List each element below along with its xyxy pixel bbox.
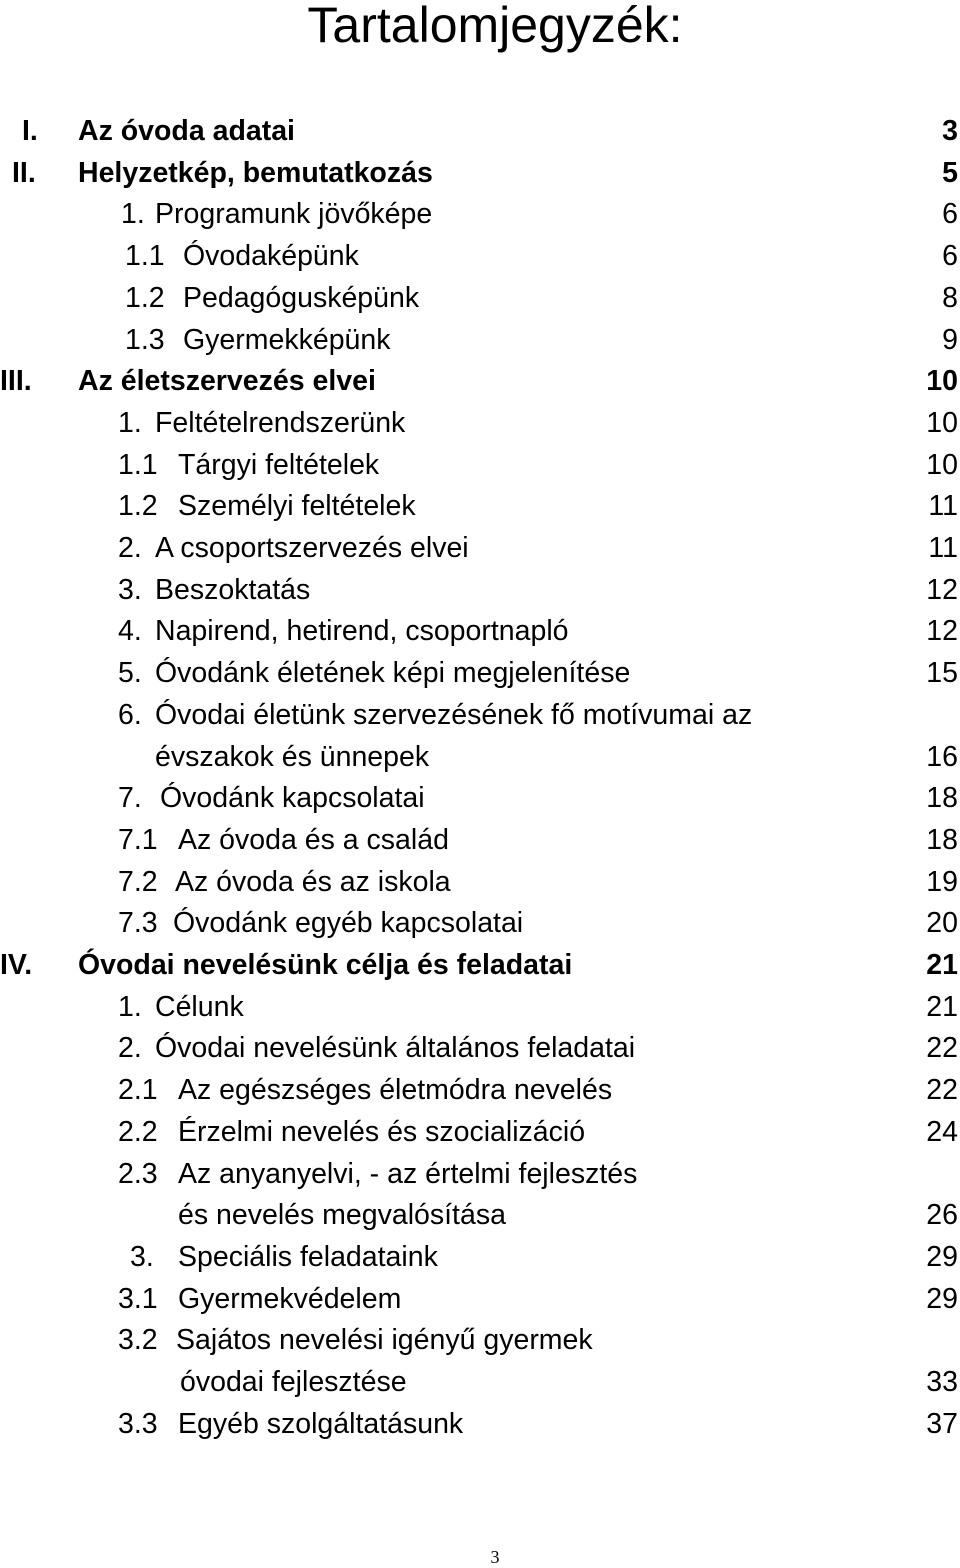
toc-entry-title: óvodai fejlesztése [180, 1366, 407, 1398]
toc-entry-title: Személyi feltételek [178, 490, 416, 523]
toc-entry [0, 320, 960, 360]
toc-entry-title: Az óvoda és a család [178, 823, 449, 856]
toc-section-number: 3. [130, 1240, 154, 1273]
toc-section-number: 3. [118, 573, 142, 606]
toc-entry [0, 194, 960, 234]
toc-entry [0, 236, 960, 276]
toc-entry-title: Óvodánk kapcsolatai [160, 782, 425, 815]
toc-entry-title: Napirend, hetirend, csoportnapló [155, 615, 569, 648]
toc-entry-title: Érzelmi nevelés és szocializáció [178, 1115, 586, 1148]
toc-page-number: 16 [926, 740, 958, 773]
toc-section-number: 1. [118, 990, 142, 1023]
toc-page-number: 21 [926, 949, 958, 981]
toc-page-number: 3 [942, 115, 958, 147]
toc-entry [0, 111, 960, 151]
toc-section-number: 1.1 [125, 240, 165, 273]
toc-entry-title: Helyzetkép, bemutatkozás [78, 156, 433, 189]
toc-entry [0, 528, 960, 568]
toc-page-number: 5 [942, 156, 958, 189]
page-title: Tartalomjegyzék: [307, 0, 683, 53]
toc-entry [0, 1237, 960, 1277]
toc-entry [0, 1362, 960, 1402]
toc-section-number: 7. [118, 782, 142, 815]
toc-entry [0, 486, 960, 526]
toc-roman-numeral: II. [12, 156, 36, 189]
toc-page-number: 11 [928, 532, 958, 564]
toc-entry [0, 945, 960, 985]
toc-page-number: 33 [926, 1366, 958, 1398]
toc-page-number: 29 [926, 1282, 958, 1315]
toc-entry [0, 778, 960, 818]
toc-entry [0, 987, 960, 1027]
toc-section-number: 3.1 [118, 1282, 158, 1315]
toc-entry [0, 903, 960, 943]
toc-entry [0, 153, 960, 193]
toc-section-number: 1. [118, 406, 142, 439]
toc-entry-title: Óvodánk egyéb kapcsolatai [173, 907, 524, 940]
toc-page-number: 37 [926, 1407, 958, 1440]
toc-section-number: 7.2 [118, 865, 158, 898]
toc-section-number: 3.2 [118, 1324, 158, 1357]
toc-entry [0, 445, 960, 485]
toc-page-number: 22 [926, 1032, 958, 1065]
toc-section-number: 2.3 [118, 1157, 158, 1190]
toc-section-number: 3.3 [118, 1407, 158, 1440]
toc-section-number: 2.1 [118, 1074, 158, 1107]
toc-section-number: 1.3 [125, 323, 165, 356]
toc-page-number: 19 [926, 865, 958, 898]
toc-entry [0, 1028, 960, 1068]
toc-page-number: 18 [926, 823, 958, 856]
toc-page-number: 15 [926, 657, 958, 690]
toc-entry [0, 1279, 960, 1319]
toc-entry-title: Óvodánk életének képi megjelenítése [155, 657, 631, 690]
toc-entry [0, 570, 960, 610]
toc-page-number: 8 [942, 281, 958, 314]
toc-entry-title: évszakok és ünnepek [155, 740, 430, 773]
toc-section-number: 5. [118, 657, 142, 690]
toc-entry-title: Pedagógusképünk [183, 281, 420, 314]
toc-page-number: 21 [926, 990, 958, 1023]
toc-entry-title: Speciális feladataink [178, 1240, 438, 1273]
toc-page-number: 10 [926, 406, 958, 439]
toc-entry [0, 820, 960, 860]
toc-section-number: 2.2 [118, 1115, 158, 1148]
toc-entry [0, 1112, 960, 1152]
toc-page-number: 12 [926, 615, 958, 648]
toc-entry-title: és nevelés megvalósítása [178, 1199, 506, 1232]
toc-section-number: 1.1 [118, 448, 158, 481]
toc-roman-numeral: I. [22, 115, 38, 147]
toc-section-number: 1. [121, 198, 145, 231]
toc-page-number: 10 [926, 365, 958, 398]
toc-page-number: 9 [942, 323, 958, 356]
toc-entry-title: Az életszervezés elvei [78, 365, 376, 398]
toc-entry-title: Programunk jövőképe [155, 198, 433, 231]
toc-entry [0, 1320, 960, 1360]
toc-page-number: 29 [926, 1240, 958, 1273]
toc-entry [0, 737, 960, 777]
toc-page-number: 18 [926, 782, 958, 815]
toc-section-number: 2. [118, 1032, 142, 1065]
toc-entry-title: Gyermekképünk [183, 323, 391, 356]
toc-entry [0, 862, 960, 902]
toc-entry-title: Tárgyi feltételek [178, 448, 380, 481]
toc-section-number: 1.2 [125, 281, 165, 314]
toc-entry [0, 403, 960, 443]
toc-entry [0, 1070, 960, 1110]
toc-section-number: 2. [118, 532, 142, 564]
toc-entry [0, 1154, 960, 1194]
toc-section-number: 6. [118, 698, 142, 731]
page-number: 3 [490, 1547, 500, 1567]
toc-entry-title: Óvodai nevelésünk célja és feladatai [78, 949, 573, 981]
toc-page-number: 12 [926, 573, 958, 606]
toc-roman-numeral: III. [0, 365, 32, 398]
toc-entry [0, 361, 960, 401]
toc-entry-title: Az óvoda adatai [78, 115, 295, 147]
toc-entry-title: Óvodai életünk szervezésének fő motívumai az [155, 698, 753, 731]
toc-entry-title: Sajátos nevelési igényű gyermek [176, 1324, 593, 1357]
toc-entry-title: Egyéb szolgáltatásunk [178, 1407, 464, 1440]
toc-entry-title: Feltételrendszerünk [155, 406, 406, 439]
toc-entry-title: Az egészséges életmódra nevelés [178, 1074, 613, 1107]
toc-page-number: 26 [926, 1199, 958, 1232]
toc-page-number: 10 [926, 448, 958, 481]
toc-entry [0, 653, 960, 693]
toc-entry-title: Célunk [155, 990, 244, 1023]
toc-section-number: 4. [118, 615, 142, 648]
toc-page-number: 6 [942, 198, 958, 231]
toc-entry [0, 611, 960, 651]
toc-page-number: 24 [926, 1115, 958, 1148]
toc-entry-title: Az óvoda és az iskola [175, 865, 451, 898]
toc-section-number: 7.1 [118, 823, 158, 856]
toc-entry-title: Beszoktatás [155, 573, 311, 606]
toc-page-number: 11 [928, 490, 958, 523]
toc-entry-title: Az anyanyelvi, - az értelmi fejlesztés [178, 1157, 638, 1190]
toc-roman-numeral: IV. [0, 949, 33, 981]
toc-entry [0, 1404, 960, 1444]
toc-section-number: 7.3 [118, 907, 158, 940]
toc-page-number: 22 [926, 1074, 958, 1107]
toc-section-number: 1.2 [118, 490, 158, 523]
toc-entry-title: A csoportszervezés elvei [155, 532, 469, 564]
toc-entry [0, 1195, 960, 1235]
toc-page-number: 6 [942, 240, 958, 273]
toc-entry-title: Óvodai nevelésünk általános feladatai [155, 1032, 636, 1065]
toc-entry-title: Óvodaképünk [183, 240, 359, 273]
toc-entry [0, 278, 960, 318]
toc-page-number: 20 [926, 907, 958, 940]
toc-entry [0, 695, 960, 735]
toc-entry-title: Gyermekvédelem [178, 1282, 402, 1315]
